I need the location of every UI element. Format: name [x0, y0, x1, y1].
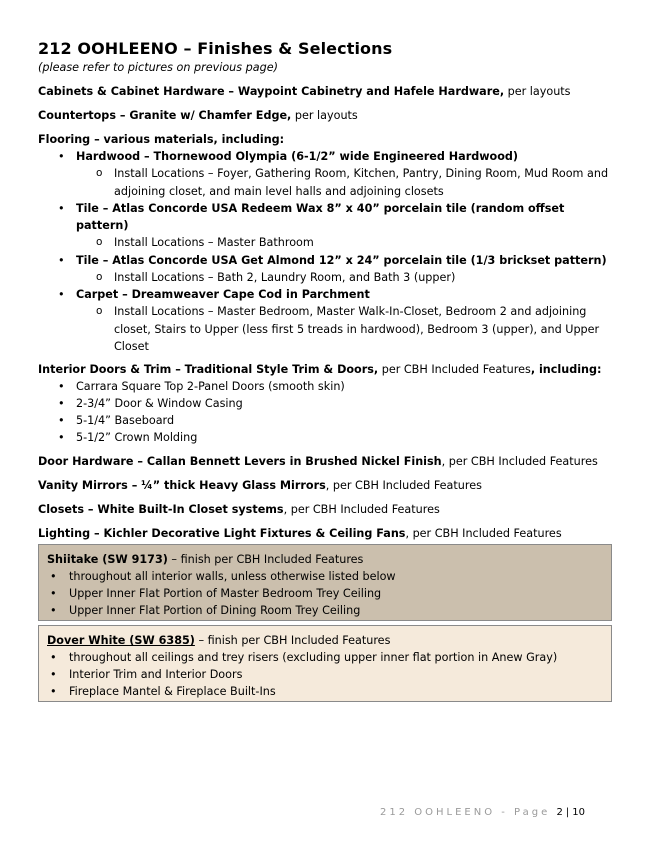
- flooring-item-label: Tile – Atlas Concorde USA Get Almond 12” x 24” porcelain tile (1/3 brickset pattern): [76, 253, 607, 267]
- list-item: [47, 585, 603, 602]
- document-page: [38, 38, 616, 550]
- bullet-icon: •: [58, 396, 65, 410]
- paint-box-shiitake: [38, 544, 612, 621]
- flooring-detail-text: Install Locations – Foyer, Gathering Room, Kitchen, Pantry, Dining Room, Mud Room and adjoining closet, and main level halls and adjoining closets: [114, 167, 609, 198]
- cabinets-label: Cabinets & Cabinet Hardware – Waypoint Cabinetry and Hafele Hardware,: [38, 85, 505, 98]
- flooring-item-tile-redeem: [38, 200, 616, 252]
- sub-bullet-icon: o: [96, 305, 103, 317]
- cabinets-line: [38, 84, 616, 100]
- list-item-text: throughout all interior walls, unless otherwise listed below: [69, 570, 396, 583]
- flooring-item-detail: [76, 165, 616, 200]
- footer-page-total: 10: [572, 807, 585, 818]
- flooring-detail-text: Install Locations – Master Bathroom: [114, 236, 314, 249]
- vanity-mirrors-rest: , per CBH Included Features: [325, 478, 482, 492]
- paint-box-heading: [47, 551, 603, 568]
- flooring-item-hardwood: [38, 148, 616, 200]
- list-item: [47, 602, 603, 619]
- cabinets-rest: per layouts: [504, 85, 571, 98]
- door-hardware-rest: , per CBH Included Features: [441, 454, 598, 468]
- paint-box-list: [47, 568, 603, 619]
- countertops-label: Countertops – Granite w/ Chamfer Edge,: [38, 109, 292, 122]
- page-title: 212 OOHLEENO – Finishes & Selections: [38, 39, 393, 58]
- closets-rest: , per CBH Included Features: [283, 502, 440, 516]
- list-item-text: Upper Inner Flat Portion of Dining Room Trey Ceiling: [69, 604, 361, 617]
- sub-bullet-icon: o: [96, 236, 103, 248]
- countertops-rest: per layouts: [291, 109, 358, 122]
- list-item-text: 5-1/4” Baseboard: [76, 413, 175, 427]
- flooring-heading-text: Flooring – various materials, including:: [38, 133, 285, 146]
- bullet-icon: •: [58, 430, 65, 444]
- countertops-line: [38, 108, 616, 124]
- flooring-item-label: Tile – Atlas Concorde USA Redeem Wax 8” x 40” porcelain tile (random offset pattern): [76, 202, 565, 232]
- lighting-line: [38, 526, 616, 542]
- flooring-item-detail: [76, 303, 616, 356]
- flooring-item-detail: [76, 234, 616, 252]
- flooring-detail-text: Install Locations – Bath 2, Laundry Room, and Bath 3 (upper): [114, 270, 456, 284]
- bullet-icon: •: [50, 570, 57, 583]
- door-hardware-line: [38, 454, 616, 470]
- flooring-item-detail: [76, 269, 616, 287]
- sub-bullet-icon: o: [96, 270, 103, 283]
- page-footer: [380, 807, 585, 818]
- bullet-icon: •: [50, 651, 57, 664]
- paint-desc: – finish per CBH Included Features: [194, 634, 391, 647]
- list-item-text: Carrara Square Top 2-Panel Doors (smooth skin): [76, 379, 345, 393]
- bullet-icon: •: [58, 288, 65, 301]
- list-item-text: 2-3/4” Door & Window Casing: [76, 396, 243, 410]
- sub-bullet-icon: o: [96, 167, 103, 179]
- paint-box-list: [47, 649, 603, 700]
- paint-desc: – finish per CBH Included Features: [167, 553, 364, 566]
- list-item: [47, 666, 603, 683]
- footer-separator: |: [565, 807, 570, 818]
- list-item: [38, 412, 616, 429]
- bullet-icon: •: [50, 604, 57, 617]
- flooring-list: [38, 148, 616, 356]
- list-item: [38, 395, 616, 412]
- flooring-item-label: Carpet – Dreamweaver Cape Cod in Parchment: [76, 288, 370, 301]
- lighting-rest: , per CBH Included Features: [405, 526, 562, 540]
- list-item-text: Interior Trim and Interior Doors: [69, 668, 243, 681]
- flooring-item-carpet: [38, 286, 616, 356]
- closets-line: [38, 502, 616, 518]
- list-item: [47, 683, 603, 700]
- bullet-icon: •: [50, 668, 57, 681]
- vanity-mirrors-label: Vanity Mirrors – ¼” thick Heavy Glass Mirrors: [38, 478, 326, 492]
- bullet-icon: •: [58, 253, 65, 267]
- paint-name: Shiitake (SW 9173): [47, 553, 168, 566]
- list-item-text: Upper Inner Flat Portion of Master Bedroom Trey Ceiling: [69, 587, 382, 600]
- footer-text: 212 OOHLEENO - Page: [380, 807, 551, 818]
- door-hardware-label: Door Hardware – Callan Bennett Levers in Brushed Nickel Finish: [38, 454, 442, 468]
- list-item: [47, 568, 603, 585]
- paint-name: Dover White (SW 6385): [47, 634, 195, 647]
- bullet-icon: •: [58, 413, 65, 427]
- vanity-mirrors-line: [38, 478, 616, 494]
- closets-label: Closets – White Built-In Closet systems: [38, 502, 284, 516]
- paint-box-dover-white: [38, 625, 612, 702]
- flooring-heading: [38, 132, 616, 148]
- bullet-icon: •: [58, 202, 65, 215]
- bullet-icon: •: [58, 150, 65, 163]
- flooring-item-tile-almond: [38, 252, 616, 287]
- flooring-item-label: Hardwood – Thornewood Olympia (6-1/2” wide Engineered Hardwood): [76, 150, 519, 163]
- paint-box-heading: [47, 632, 603, 649]
- bullet-icon: •: [50, 685, 57, 698]
- list-item: [38, 429, 616, 446]
- flooring-detail-text: Install Locations – Master Bedroom, Master Walk-In-Closet, Bedroom 2 and adjoining closet, Stairs to Upper (less first 5 treads in hardwood), Bedroom 3 (upper), and Upper Closet: [114, 305, 600, 353]
- interior-doors-line: [38, 362, 616, 378]
- interior-doors-suffix: , including:: [530, 362, 602, 376]
- list-item: [47, 649, 603, 666]
- list-item: [38, 378, 616, 395]
- interior-doors-label: Interior Doors & Trim – Traditional Style Trim & Doors,: [38, 362, 379, 376]
- list-item-text: 5-1/2” Crown Molding: [76, 430, 198, 444]
- interior-doors-middle: per CBH Included Features: [378, 362, 531, 376]
- footer-page-number: 2: [556, 807, 563, 818]
- list-item-text: throughout all ceilings and trey risers (excluding upper inner flat portion in Anew Gray): [69, 651, 558, 664]
- page-subtitle: (please refer to pictures on previous page): [38, 61, 278, 74]
- interior-doors-list: [38, 378, 616, 446]
- bullet-icon: •: [58, 379, 65, 393]
- bullet-icon: •: [50, 587, 57, 600]
- list-item-text: Fireplace Mantel & Fireplace Built-Ins: [69, 685, 276, 698]
- lighting-label: Lighting – Kichler Decorative Light Fixtures & Ceiling Fans: [38, 526, 406, 540]
